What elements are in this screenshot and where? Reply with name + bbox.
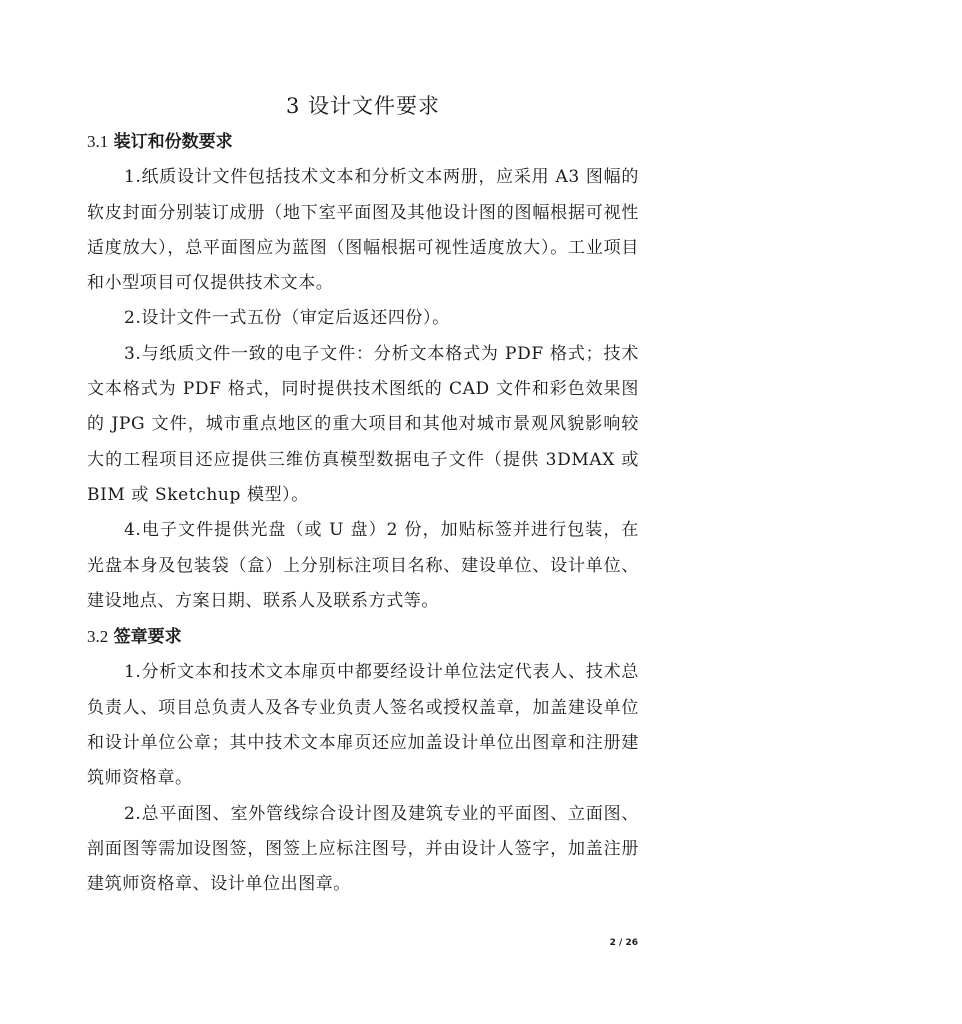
paragraph: 2.设计文件一式五份（审定后返还四份）。 <box>124 308 450 329</box>
page-number: 2 / 26 <box>609 938 638 948</box>
section-heading <box>87 124 639 160</box>
paragraph: 4.电子文件提供光盘（或 U 盘）2 份，加贴标签并进行包装，在光盘本身及包装袋（盒）上分别标注项目名称、建设单位、设计单位、建设地点、方案日期、联系人及联系方式等。 <box>87 520 639 611</box>
page-title: 3 设计文件要求 <box>285 94 441 118</box>
section-number: 3.1 <box>87 132 109 151</box>
section-number: 3.2 <box>87 627 109 647</box>
section-title: 签章要求 <box>113 627 182 648</box>
document-page <box>87 88 639 903</box>
paragraph: 1.分析文本和技术文本扉页中都要经设计单位法定代表人、技术总负责人、项目总负责人及各专业负责人签名或授权盖章，加盖建设单位和设计单位公章；其中技术文本扉页还应加盖设计单位出图章和注册建筑师资格章。 <box>87 662 639 789</box>
paragraph: 3.与纸质文件一致的电子文件：分析文本格式为 PDF 格式；技术文本格式为 PDF 格式，同时提供技术图纸的 CAD 文件和彩色效果图的 JPG 文件，城市重点地区的重大项目和其他对城市景观风貌影响较大的工程项目还应提供三维仿真模型数据电子文件（提供 3DMAX 或 BIM 或 Sketchup 模型）。 <box>87 343 639 505</box>
section-title: 装订和份数要求 <box>113 132 233 152</box>
section-heading <box>87 619 639 655</box>
section-3-1 <box>87 124 639 619</box>
paragraph: 1.纸质设计文件包括技术文本和分析文本两册，应采用 A3 图幅的软皮封面分别装订成册（地下室平面图及其他设计图的图幅根据可视性适度放大），总平面图应为蓝图（图幅根据可视性适度放大）。工业项目和小型项目可仅提供技术文本。 <box>87 167 639 294</box>
paragraph: 2.总平面图、室外管线综合设计图及建筑专业的平面图、立面图、剖面图等需加设图签，图签上应标注图号，并由设计人签字，加盖注册建筑师资格章、设计单位出图章。 <box>87 803 639 895</box>
section-3-2 <box>87 619 639 902</box>
